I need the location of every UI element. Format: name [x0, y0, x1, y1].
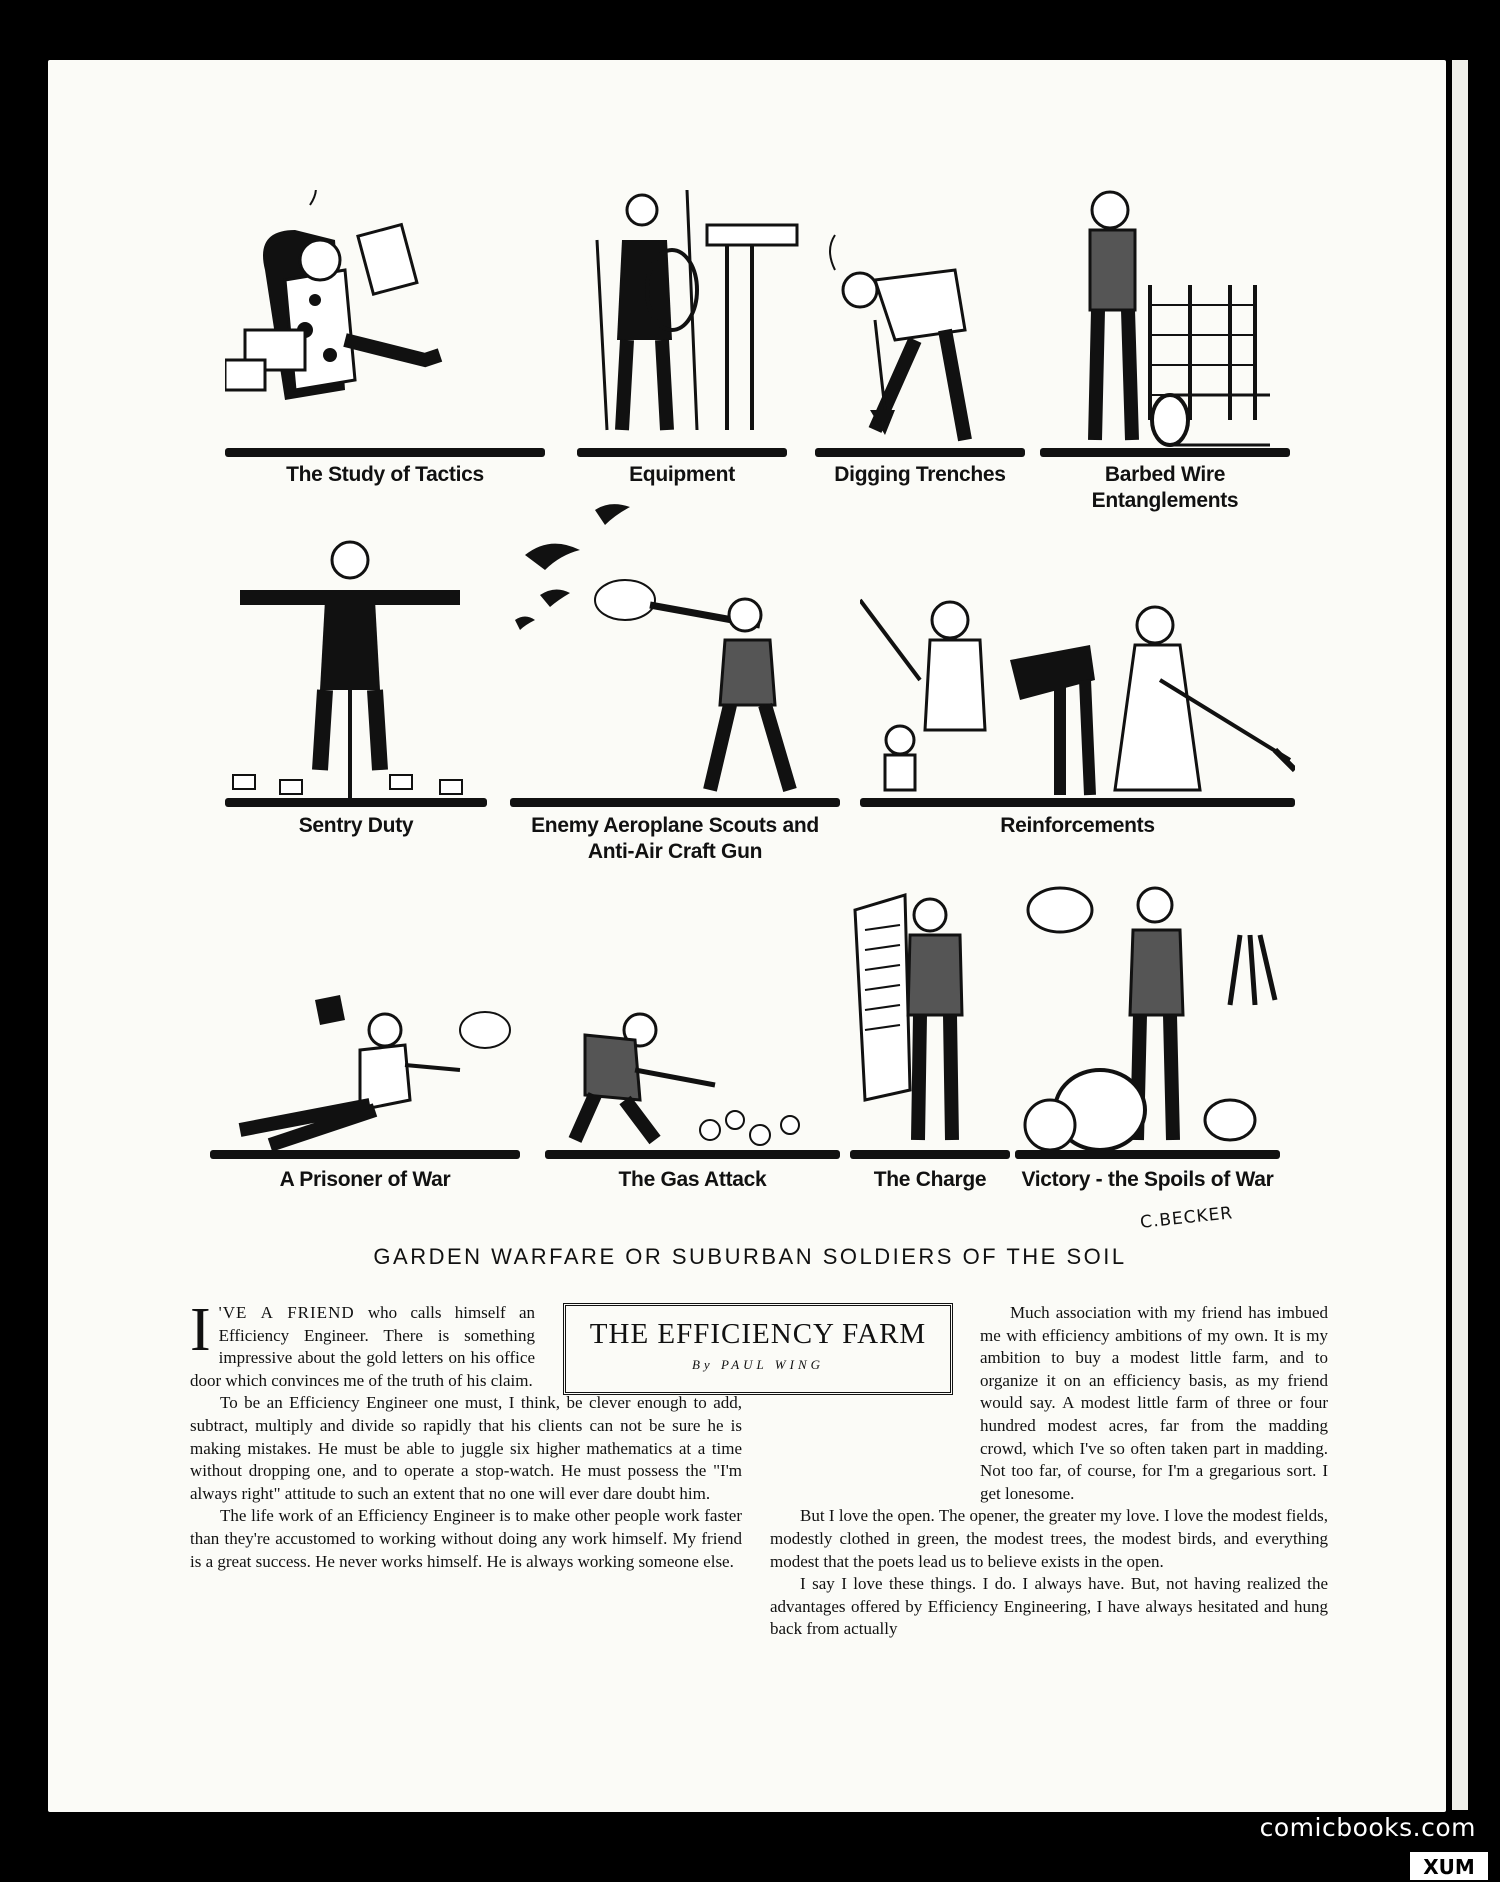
cartoon-headline: GARDEN WARFARE OR SUBURBAN SOLDIERS OF THE SOIL	[373, 1244, 1127, 1269]
opening-paragraph	[190, 1296, 535, 1392]
panel-study-of-tactics	[225, 190, 545, 460]
panel-caption: The Study of Tactics	[286, 463, 484, 486]
panel-gas-attack	[545, 990, 840, 1160]
panel-caption: Sentry Duty	[298, 814, 414, 837]
cartoon-scarecrow	[225, 530, 487, 808]
paragraph-text: who calls himself an Efficiency Engineer. There is something impressive about the gold letters on his office door which convinces me of the truth of his claim.	[190, 1303, 535, 1390]
article-title: THE EFFICIENCY FARM	[589, 1318, 927, 1350]
panel-digging-trenches	[815, 230, 1030, 460]
xum-badge: XUM	[1410, 1852, 1488, 1880]
paragraph-text: The life work of an Efficiency Engineer is to make other people work faster than they're accustomed to working without doing any work himself. My friend is a great success. He never works himself. He is always working someone else.	[190, 1506, 742, 1571]
cartoon-man-with-tools	[577, 180, 802, 460]
facing-page-edge	[1452, 60, 1468, 1810]
panel-caption: Reinforcements	[1000, 814, 1155, 837]
cartoon-man-reading-bill	[850, 890, 1010, 1160]
cartoon-family-gardening	[860, 590, 1295, 808]
panel-caption: Digging Trenches	[834, 463, 1006, 486]
cartoon-man-digging	[815, 230, 1030, 460]
article-column-left	[190, 1296, 742, 1573]
paragraph-text: I say I love these things. I do. I always have. But, not having realized the advantages offered by Efficiency Engineering, I have always hesitated and hung back from actually	[770, 1574, 1328, 1639]
panel-caption: Enemy Aeroplane Scouts and Anti-Air Craft Gun	[531, 814, 819, 863]
panel-caption: A Prisoner of War	[279, 1168, 451, 1191]
panel-barbed-wire	[1040, 170, 1290, 460]
cartoon-reading-man	[225, 190, 545, 460]
site-watermark: comicbooks.com	[1259, 1813, 1476, 1842]
lead-in: 'VE A FRIEND	[218, 1303, 355, 1322]
panel-sentry-duty	[225, 530, 487, 808]
panel-caption: The Gas Attack	[618, 1168, 767, 1191]
panel-prisoner-of-war	[210, 990, 520, 1160]
panel-caption: Victory - the Spoils of War	[1021, 1168, 1274, 1191]
cartoon-man-with-fence	[1040, 170, 1290, 460]
paragraph-text: To be an Efficiency Engineer one must, I think, be clever enough to add, subtract, multiply and divide so rapidly that his clients can not be sure he is making mistakes. He must be able to juggle six higher mathematics at a time without dropping one, and to operate a stop-watch. He must possess the "I'm always right" attitude to such an extent that no one will ever dare doubt him.	[190, 1393, 742, 1503]
article-column-right	[770, 1302, 1328, 1641]
drop-cap: I	[190, 1296, 211, 1364]
cartoon-man-with-vegetables	[1015, 875, 1295, 1160]
panel-caption: Barbed Wire Entanglements	[1091, 463, 1239, 512]
article-byline: By PAUL WING	[691, 1357, 825, 1372]
artist-signature: C.BECKER	[1139, 1203, 1235, 1233]
panel-the-charge	[850, 890, 1010, 1160]
paragraph-text: But I love the open. The opener, the greater my love. I love the modest fields, modestly clothed in green, the modest trees, the modest birds, and everything modest that the poets lead us to believe exists in the open.	[770, 1506, 1328, 1571]
panel-caption: Equipment	[629, 463, 735, 486]
panel-aeroplane-scouts	[510, 495, 840, 808]
paragraph-text: Much association with my friend has imbued me with efficiency ambitions of my own. It is my ambition to buy a modest little farm, and to organize it on an efficiency basis, as my friend would say. A modest little farm of three or four hundred modest acres, far from the madding crowd, which I've so often taken part in madding. Not too far, of course, for I'm a gregarious sort. I get lonesome.	[980, 1303, 1328, 1503]
panel-victory-spoils	[1015, 875, 1295, 1160]
panel-equipment	[577, 180, 802, 460]
panel-reinforcements	[860, 590, 1295, 808]
panel-caption: The Charge	[873, 1168, 987, 1191]
cartoon-man-spraying	[545, 990, 840, 1160]
cartoon-man-chasing-chicken	[210, 990, 520, 1160]
cartoon-man-shooting-birds	[510, 495, 840, 808]
